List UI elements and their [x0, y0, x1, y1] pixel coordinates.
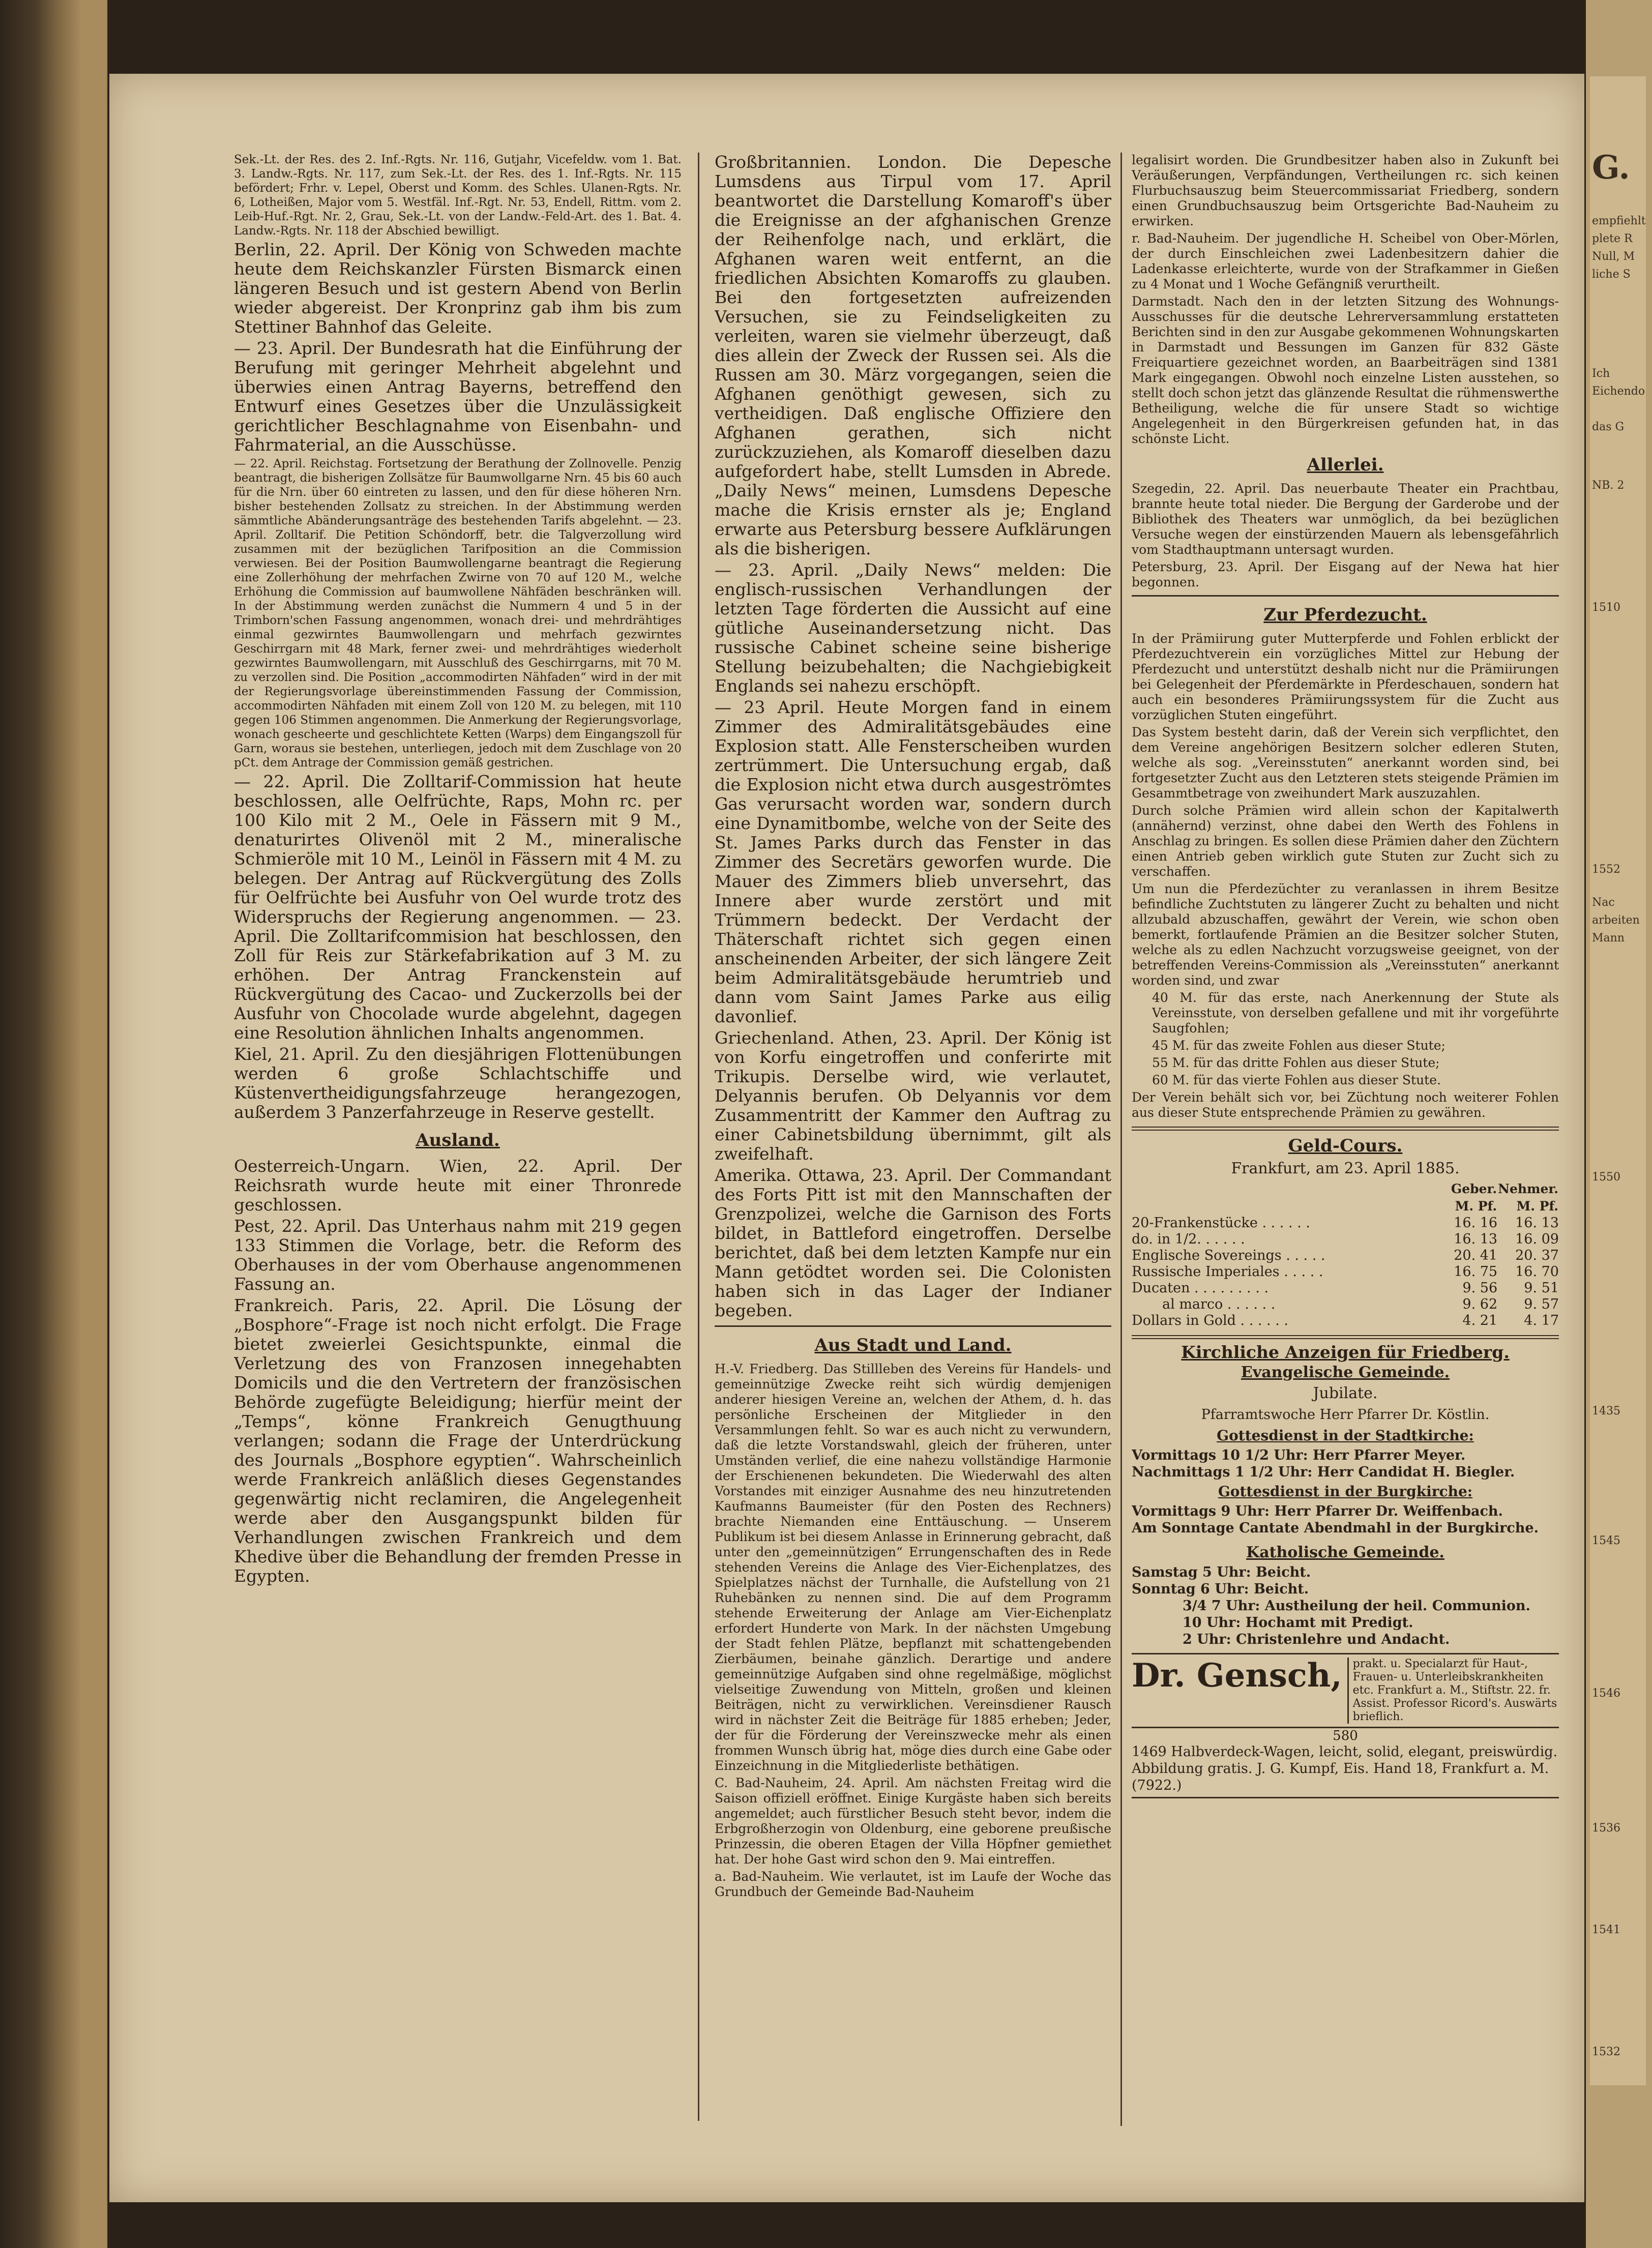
rate-name: 20-Frankenstücke . . . . . . [1132, 1215, 1310, 1231]
article-hv-friedberg: H.-V. Friedberg. Das Stillleben des Vereins für Handels- und gemeinnützige Zwecke reiht sich würdig demjenigen anderer hiesigen Vereine an, welchen der Athem, d. h. das persönliche Erscheinen der Mitglieder in den Versammlungen fehlt. So war es auch nicht zu verwundern, daß die letzte Vorstandswahl, gleich der früheren, unter Umständen verlief, die eine nahezu vollständige Harmonie der Erschienenen bekundeten. Die Wiederwahl des alten Vorstandes mit einziger Ausnahme des neu hinzutretenden Kaufmanns Baumeister (für den Posten des Rechners) brachte Niemanden eine Enttäuschung. — Unserem Publikum ist bei diesem Anlasse in Erinnerung gebracht, daß unter den „gemeinnützigen“ Errungenschaften des in Rede stehenden Vereins die Anlage des Vier-Eichenplatzes, des Spielplatzes nächst der Turnhalle, die Aufstellung von 21 Ruhebänken zu nennen sind. Die auf dem Programm stehende Erweiterung der Anlage am Vier-Eichenplatz erfordert Hunderte von Mark. In der nächsten Umgebung der Stadt fehlen Plätze, bepflanzt mit schattengebenden Zierbäumen, beinahe gänzlich. Derartige und andere gemeinnützige Aufgaben sind ohne regelmäßige, möglichst vielseitige Zuwendung von Mitteln, großen und kleinen Beiträgen, nicht zu verwirklichen. Vereinsdiener Rausch wird in nächster Zeit die Beiträge für 1885 erheben; Jeder, der für die Förderung der Vereinszwecke mehr als einen frommen Wunsch übrig hat, möge dies durch eine Gabe oder Einzeichnung in die Mitgliederliste bethätigen. [715, 1362, 1111, 1773]
adjacent-page-edge [1586, 0, 1652, 2248]
article-pest: Pest, 22. April. Das Unterhaus nahm mit 219 gegen 133 Stimmen die Vorlage, betr. die Reform des Oberhauses in der vom Oberhause angenommenen Fassung an. [234, 1216, 682, 1294]
article-oesterreich: Oesterreich-Ungarn. Wien, 22. April. Der Reichsrath wurde heute mit einer Thronrede geschlossen. [234, 1156, 682, 1215]
edge-fragment: plete R [1592, 232, 1633, 245]
table-row [1132, 1313, 1559, 1329]
rate-name: al marco . . . . . . [1162, 1296, 1276, 1312]
service-line: Samstag 5 Uhr: Beicht. [1132, 1564, 1311, 1580]
rate-name: Ducaten . . . . . . . . . [1132, 1280, 1268, 1296]
column-left [234, 153, 682, 2151]
article-amerika: Amerika. Ottawa, 23. April. Der Commandant des Forts Pitt ist mit den Mannschaften der Grenzpolizei, welche die Garnison des Forts bildet, in Battleford eingetroffen. Derselbe berichtet, daß bei dem letzten Kampfe nur ein Mann getödtet worden sei. Die Colonisten haben sich in das Lager der Indianer begeben. [715, 1165, 1111, 1320]
section-heading-stadt-und-land: Aus Stadt und Land. [814, 1335, 1012, 1355]
table-row [1132, 1296, 1559, 1313]
premium-item: 40 M. für das erste, nach Anerkennung der Stute als Vereinsstute, von derselben gefallene und mit ihr vorgeführte Saugfohlen; [1152, 990, 1559, 1036]
edge-fragment: NB. 2 [1592, 479, 1625, 492]
rate-nehmer: 4. 17 [1524, 1313, 1559, 1328]
edge-fragment: 1552 [1592, 863, 1620, 876]
article-griechenland: Griechenland. Athen, 23. April. Der König ist von Korfu eingetroffen und conferirte mit Trikupis. Derselbe wird, wie verlautet, Delyannis berufen. Ob Delyannis vor dem Zusammentritt der Kammer den Auftrag zu einer Cabinetsbildung übernimmt, gilt als zweifelhaft. [715, 1028, 1111, 1164]
service-line: 2 Uhr: Christenlehre und Andacht. [1183, 1632, 1450, 1647]
rate-name: Russische Imperiales . . . . . [1132, 1264, 1323, 1280]
article-scheibel: r. Bad-Nauheim. Der jugendliche H. Scheibel von Ober-Mörlen, der durch Einschleichen zwei Ladenbesitzern dahier die Ladenkasse erleichterte, wurde von der Strafkammer in Gießen zu 4 Monat und 1 Woche Gefängniß verurtheilt. [1132, 231, 1559, 291]
edge-fragment: G. [1592, 149, 1630, 187]
article-pferdezucht-3: Durch solche Prämien wird allein schon der Kapitalwerth (annähernd) verzinst, ohne dabei den Werth des Fohlens in Anschlag zu bringen. Es sollen diese Prämien daher den Züchtern einen Antrieb geben wirklich gute Stuten zur Zucht sich zu verschaffen. [1132, 803, 1559, 879]
edge-fragment: 1435 [1592, 1405, 1620, 1417]
rate-nehmer: 9. 57 [1524, 1296, 1559, 1312]
service-line: 3/4 7 Uhr: Austheilung der heil. Communion. [1183, 1598, 1530, 1614]
section-divider [1132, 595, 1559, 597]
rate-name: do. in 1/2. . . . . . [1132, 1231, 1245, 1247]
edge-fragment: Null, M [1592, 250, 1635, 263]
column-right [1132, 153, 1559, 2156]
table-row [1132, 1231, 1559, 1248]
rate-geber: 4. 21 [1462, 1313, 1498, 1328]
rate-name: Dollars in Gold . . . . . . [1132, 1313, 1288, 1328]
service-line: Jubilate. [1313, 1384, 1378, 1402]
advertisement-dr-gensch [1132, 1653, 1559, 1728]
rate-nehmer: 16. 13 [1515, 1215, 1559, 1231]
article-pferdezucht-5: Der Verein behält sich vor, bei Züchtung noch weiterer Fohlen aus dieser Stute entsprechende Prämien zu gewähren. [1132, 1090, 1559, 1120]
article-daily-news: — 23. April. „Daily News“ melden: Die englisch-russischen Verhandlungen der letzten Tage förderten die Aussicht auf eine gütliche Auseinandersetzung nicht. Das russische Cabinet scheine seine bisherige Stellung beizubehalten; die Nachgiebigkeit Englands sei nahezu erschöpft. [715, 560, 1111, 696]
edge-fragment: 1545 [1592, 1534, 1620, 1547]
service-line: 10 Uhr: Hochamt mit Predigt. [1183, 1615, 1413, 1631]
table-header-row [1132, 1180, 1559, 1198]
edge-fragment: 1546 [1592, 1687, 1620, 1700]
evangelische-gemeinde-heading: Evangelische Gemeinde. [1241, 1364, 1450, 1381]
article-frankreich: Frankreich. Paris, 22. April. Die Lösung der „Bosphore“-Frage ist noch nicht erfolgt. Die Frage bietet zweierlei Gesichtspunkte, einmal die Verletzung des von Franzosen innegehabten Domicils und die den Vertretern der französischen Behörde zugefügte Beleidigung; hierfür meint der „Temps“, könne Frankreich Genugthuung verlangen; sodann die Frage der Unterdrückung des Journals „Bosphore egyptien“. Wahrscheinlich werde Frankreich anläßlich dieses Gegenstandes gegenwärtig nicht reclamiren, die Angelegenheit werde aber den Ausgangspunkt bilden für Verhandlungen zwischen Frankreich und dem Khedive über die Behandlung der fremden Presse in Egypten. [234, 1295, 682, 1586]
rate-nehmer: 16. 70 [1515, 1264, 1559, 1280]
rate-nehmer: 16. 09 [1515, 1231, 1559, 1247]
service-line: Vormittags 10 1/2 Uhr: Herr Pfarrer Meyer. [1132, 1447, 1466, 1463]
article-grundbuch-cont: legalisirt worden. Die Grundbesitzer haben also in Zukunft bei Veräußerungen, Verpfändungen, Vertheilungen rc. sich keinen Flurbuchsauszug beim Steuercommissariat Friedberg, sondern einen Grundbuchsauszug beim Ortsgerichte Bad-Nauheim zu erwirken. [1132, 153, 1559, 228]
article-berlin: Berlin, 22. April. Der König von Schweden machte heute dem Reichskanzler Fürsten Bismarck einen längeren Besuch und ist gestern Abend von Berlin wieder abgereist. Der Kronprinz gab ihm bis zum Stettiner Bahnhof das Geleite. [234, 240, 682, 337]
service-line: Pfarramtswoche Herr Pfarrer Dr. Köstlin. [1201, 1407, 1490, 1423]
premium-item: 55 M. für das dritte Fohlen aus dieser Stute; [1152, 1055, 1440, 1070]
column-header: Nehmer. [1498, 1181, 1558, 1196]
service-subheading: Gottesdienst in der Burgkirche: [1218, 1483, 1473, 1500]
table-row [1132, 1280, 1559, 1296]
rate-geber: 20. 41 [1454, 1248, 1498, 1263]
section-divider [1132, 1127, 1559, 1131]
edge-fragment: Eichendo [1592, 385, 1645, 398]
column-header: M. Pf. [1455, 1199, 1497, 1214]
service-line: Vormittags 9 Uhr: Herr Pfarrer Dr. Weiffenbach. [1132, 1503, 1503, 1519]
military-notice: Sek.-Lt. der Res. des 2. Inf.-Rgts. Nr. 116, Gutjahr, Vicefeldw. vom 1. Bat. 3. Landw.-Rgts. Nr. 117, zum Sek.-Lt. der Res. des 1. Inf.-Rgts. Nr. 115 befördert; Frhr. v. Lepel, Oberst und Komm. des Schles. Ulanen-Rgts. Nr. 6, Lotheißen, Major vom 5. Westfäl. Inf.-Rgt. Nr. 53, Endell, Rittm. vom 2. Leib-Huf.-Rgt. Nr. 2, Grau, Sek.-Lt. von der Landw.-Feld-Art. des 1. Bat. 4. Landw.-Rgts. Nr. 118 der Abschied bewilligt. [234, 153, 682, 238]
rate-name: Englische Sovereings . . . . . [1132, 1248, 1325, 1263]
section-divider [715, 1325, 1111, 1327]
section-heading-ausland: Ausland. [416, 1130, 500, 1150]
section-heading-allerlei: Allerlei. [1307, 455, 1384, 475]
section-divider [1132, 1335, 1559, 1339]
rate-geber: 16. 75 [1454, 1264, 1498, 1280]
edge-fragment: 1532 [1592, 2046, 1620, 2058]
table-header-row [1132, 1198, 1559, 1215]
katholische-gemeinde-heading: Katholische Gemeinde. [1246, 1544, 1444, 1561]
article-zolltarif: — 22. April. Die Zolltarif-Commission hat heute beschlossen, alle Oelfrüchte, Raps, Mohn rc. per 100 Kilo mit 2 M., Oele in Fässern mit 9 M., denaturirtes Olivenöl mit 2 M., mineralische Schmieröle mit 10 M., Leinöl in Fässern mit 4 M. zu belegen. Der Antrag auf Rückvergütung des Zolls für Oelfrüchte bei Ausfuhr von Oel wurde trotz des Widerspruchs der Regierung angenommen. — 23. April. Die Zolltarifcommision hat beschlossen, den Zoll für Reis zur Stärkefabrikation auf 3 M. zu erhöhen. Der Antrag Franckenstein auf Rückvergütung des Cacao- und Zuckerzolls bei der Ausfuhr von Chocolade wurde abgelehnt, dagegen eine Resolution ähnlichen Inhalts angenommen. [234, 772, 682, 1043]
advertiser-name: Dr. Gensch, [1132, 1658, 1349, 1724]
table-row [1132, 1248, 1559, 1264]
edge-fragment: 1550 [1592, 1171, 1620, 1184]
rate-geber: 16. 13 [1454, 1231, 1498, 1247]
edge-fragment: liche S [1592, 268, 1631, 281]
article-pferdezucht-1: In der Prämiirung guter Mutterpferde und Fohlen erblickt der Pferdezuchtverein ein vorzügliches Mittel zur Hebung der Pferdezucht und unterstützt deshalb nicht nur die Prämiirungen bei Gelegenheit der Pferdemärkte in Pferdeschauen, sondern hat auch ein besonderes Prämiirungssystem für die Zucht aus vorzüglichen Stuten eingeführt. [1132, 631, 1559, 722]
article-reichstag: — 22. April. Reichstag. Fortsetzung der Berathung der Zollnovelle. Penzig beantragt, die bisherigen Zollsätze für Baumwollgarne Nrn. 45 bis 60 auch für die Nrn. über 60 eintreten zu lassen, und den für diese höheren Nrn. bisher bestehenden Zollsatz zu streichen. In der Abstimmung werden sämmtliche Abänderungsanträge des bestehenden Tarifs abgelehnt. — 23. April. Zolltarif. Die Petition Schöndorff, betr. die Talgverzollung wird zusammen mit der bezüglichen Tarifposition an die Commission verwiesen. Bei der Position Baumwollengarne beantragt die Regierung eine Zollerhöhung der mehrfachen Zwirne von 70 auf 120 M., welche Erhöhung die Commission auf baumwollene Nähfäden beschränken will. In der Abstimmung werden zunächst die Nummern 4 und 5 in der Trimborn'schen Fassung angenommen, wonach drei- und mehrdrähtiges einmal gezwirntes Baumwollengarn und mehrfach gezwirntes Geschirrgarn mit 48 Mark, ferner zwei- und mehrdrähtiges wiederholt gezwirntes Baumwollengarn, mit Ausschluß des Geschirrgarns, mit 70 M. zu verzollen sind. Die Position „accommodirten Nähfaden“ wird in der mit der Regierungsvorlage übereinstimmenden Fassung der Commission, accommodirten Nähfaden mit einem Zoll von 120 M. zu belegen, mit 110 gegen 106 Stimmen angenommen. Die Anmerkung der Regierungsvorlage, wonach gescheerte und geschlichtete Ketten (Warps) dem Eingangszoll für Garn, woraus sie bestehen, unterliegen, jedoch mit dem Zuschlage von 20 pCt. dem Antrage der Commission gemäß gestrichen. [234, 457, 682, 770]
edge-fragment: arbeiten [1592, 914, 1640, 927]
service-subheading: Gottesdienst in der Stadtkirche: [1217, 1427, 1474, 1444]
rate-geber: 16. 16 [1454, 1215, 1498, 1231]
edge-fragment: Mann [1592, 932, 1625, 944]
article-bundesrath: — 23. April. Der Bundesrath hat die Einführung der Berufung mit geringer Mehrheit abgelehnt und überwies einen Antrag Bayerns, betreffend den Entwurf eines Gesetzes über die Unzulässigkeit gerichtlicher Beschlagnahme von Eisenbahn- und Fahrmaterial, an die Ausschüsse. [234, 338, 682, 455]
table-row [1132, 1215, 1559, 1231]
column-header: M. Pf. [1516, 1199, 1558, 1214]
edge-fragment: empfiehlt [1592, 215, 1646, 227]
advertisement-wagen: 1469 Halbverdeck-Wagen, leicht, solid, elegant, preiswürdig. Abbildung gratis. J. G. Kumpf, Eis. Hand 18, Frankfurt a. M. (7922.) [1132, 1743, 1559, 1798]
edge-fragment: das G [1592, 421, 1625, 433]
section-heading-geld-cours: Geld-Cours. [1288, 1136, 1403, 1156]
article-grossbritannien: Großbritannien. London. Die Depesche Lumsdens aus Tirpul vom 17. April beantwortet die Darstellung Komaroff's über die Ereignisse an der afghanischen Grenze der Reihenfolge nach, und erklärt, die Afghanen waren weit entfernt, an die friedlichen Absichten Komaroffs zu glauben. Bei den fortgesetzten aufreizenden Versuchen, sie zu Feindseligkeiten zu verleiten, waren sie vielmehr überzeugt, daß dies allein der Zweck der Russen sei. Als die Russen am 30. März vorgegangen, seien die Afghanen genöthigt gewesen, sich zu vertheidigen. Daß englische Offiziere den Afghanen gerathen, sich nicht zurückzuziehen, als Komaroff dieselben dazu aufgefordert habe, stellt Lumsden in Abrede. „Daily News“ meinen, Lumsdens Depesche mache die Krisis ernster als je; England erwarte aus Petersburg bessere Aufklärungen als die bisherigen. [715, 153, 1111, 558]
edge-fragment: Ich [1592, 367, 1610, 380]
column-rule [698, 153, 699, 2121]
article-pferdezucht-4: Um nun die Pferdezüchter zu veranlassen in ihrem Besitze befindliche Zuchtstuten zu längerer Zucht zu behalten und nicht allzubald abzuschaffen, gewährt der Verein, wie schon oben bemerkt, fortlaufende Prämien an die Besitzer solcher Stuten, welche als zu edlen Nachzucht vorzugsweise geeignet, von der betreffenden Vereins-Commission als „Vereinsstuten“ anerkannt worden sind, und zwar [1132, 881, 1559, 988]
article-darmstadt: Darmstadt. Nach den in der letzten Sitzung des Wohnungs-Ausschusses für die deutsche Lehrerversammlung erstatteten Berichten sind in den zur Ausgabe gekommenen Wohnungskarten in Darmstadt und Bessungen im Ganzen für 832 Gäste Freiquartiere gezeichnet worden, an Baarbeiträgen sind 1381 Mark eingegangen. Obwohl noch einzelne Listen ausstehen, so stellt doch schon jetzt das glänzende Resultat die rühmenswerthe Betheiligung, welche die für unsere Stadt so wichtige Angelegenheit in den Bürgerkreisen gefunden hat, in das schönste Licht. [1132, 294, 1559, 446]
edge-fragment: 1541 [1592, 1924, 1620, 1936]
exchange-rates-table [1132, 1180, 1559, 1329]
article-pferdezucht-2: Das System besteht darin, daß der Verein sich verpflichtet, den dem Vereine angehörigen Besitzern solcher edleren Stuten, welche als sog. „Vereinsstuten“ anerkannt worden sind, bei fortgesetzter Zucht aus den Letzteren stets steigende Prämien im Gesammtbetrage von zweihundert Mark auszuzahlen. [1132, 725, 1559, 801]
advertisement-number: 580 [1333, 1728, 1358, 1743]
column-header: Geber. [1451, 1181, 1497, 1196]
table-row [1132, 1264, 1559, 1280]
article-bad-nauheim-grundbuch: a. Bad-Nauheim. Wie verlautet, ist im Laufe der Woche das Grundbuch der Gemeinde Bad-Nauheim [715, 1869, 1111, 1899]
rate-nehmer: 9. 51 [1524, 1280, 1559, 1296]
article-explosion: — 23 April. Heute Morgen fand in einem Zimmer des Admiralitätsgebäudes eine Explosion statt. Alle Fensterscheiben wurden zertrümmert. Die Untersuchung ergab, daß die Explosion nicht etwa durch ausgeströmtes Gas verursacht worden war, sondern durch eine Dynamitbombe, welche von der Seite des St. James Parks durch das Fenster in das Zimmer des Secretärs geworfen wurde. Die Mauer des Zimmers blieb unversehrt, das Innere aber wurde zerstört und mit Trümmern bedeckt. Der Verdacht der Thäterschaft richtet sich gegen einen anscheinenden Arbeiter, der sich längere Zeit beim Admiralitätsgebäude herumtrieb und dann vom Saint James Parke aus eilig davonlief. [715, 697, 1111, 1026]
column-middle [715, 153, 1111, 2121]
section-heading-kirchliche-anzeigen: Kirchliche Anzeigen für Friedberg. [1181, 1342, 1510, 1362]
article-petersburg: Petersburg, 23. April. Der Eisgang auf der Newa hat hier begonnen. [1132, 559, 1559, 589]
service-line: Sonntag 6 Uhr: Beicht. [1132, 1581, 1309, 1597]
advertisement-text: prakt. u. Specialarzt für Haut-, Frauen- u. Unterleibskrankheiten etc. Frankfurt a. M., Stiftstr. 22. fr. Assist. Professor Ricord's. Auswärts brieflich. [1352, 1658, 1557, 1723]
article-kiel: Kiel, 21. April. Zu den diesjährigen Flottenübungen werden 6 große Schlachtschiffe und Küstenvertheidigungsfahrzeuge herangezogen, außerdem 3 Panzerfahrzeuge in Reserve gestellt. [234, 1044, 682, 1122]
article-szegedin: Szegedin, 22. April. Das neuerbaute Theater ein Prachtbau, brannte heute total nieder. Die Bergung der Garderobe und der Bibliothek des Theaters war unmöglich, da bei bezüglichen Versuche wegen der einstürzenden Mauern als lebensgefährlich vom Stadthauptmann untersagt wurden. [1132, 481, 1559, 557]
edge-fragment: 1510 [1592, 601, 1620, 614]
service-line: Nachmittags 1 1/2 Uhr: Herr Candidat H. Biegler. [1132, 1464, 1515, 1480]
rate-nehmer: 20. 37 [1515, 1248, 1559, 1263]
rate-geber: 9. 62 [1462, 1296, 1498, 1312]
article-bad-nauheim-saison: C. Bad-Nauheim, 24. April. Am nächsten Freitag wird die Saison offiziell eröffnet. Einige Kurgäste haben sich bereits angemeldet; auch fürstlicher Besuch steht bevor, indem die Erbgroßherzogin von Oldenburg, eine geborene preußische Prinzessin, die oberen Etagen der Villa Höpfner gemiethet hat. Der hohe Gast wird schon den 9. Mai eintreffen. [715, 1776, 1111, 1867]
column-rule [1120, 153, 1122, 2126]
geld-cours-date: Frankfurt, am 23. April 1885. [1231, 1160, 1460, 1177]
edge-fragment: Nac [1592, 896, 1615, 909]
premium-item: 45 M. für das zweite Fohlen aus dieser Stute; [1152, 1038, 1446, 1053]
rate-geber: 9. 56 [1462, 1280, 1498, 1296]
service-line: Am Sonntage Cantate Abendmahl in der Burgkirche. [1132, 1520, 1539, 1536]
section-heading-pferdezucht: Zur Pferdezucht. [1263, 605, 1427, 625]
edge-fragment: 1536 [1592, 1822, 1620, 1835]
premium-item: 60 M. für das vierte Fohlen aus dieser Stute. [1152, 1073, 1441, 1087]
